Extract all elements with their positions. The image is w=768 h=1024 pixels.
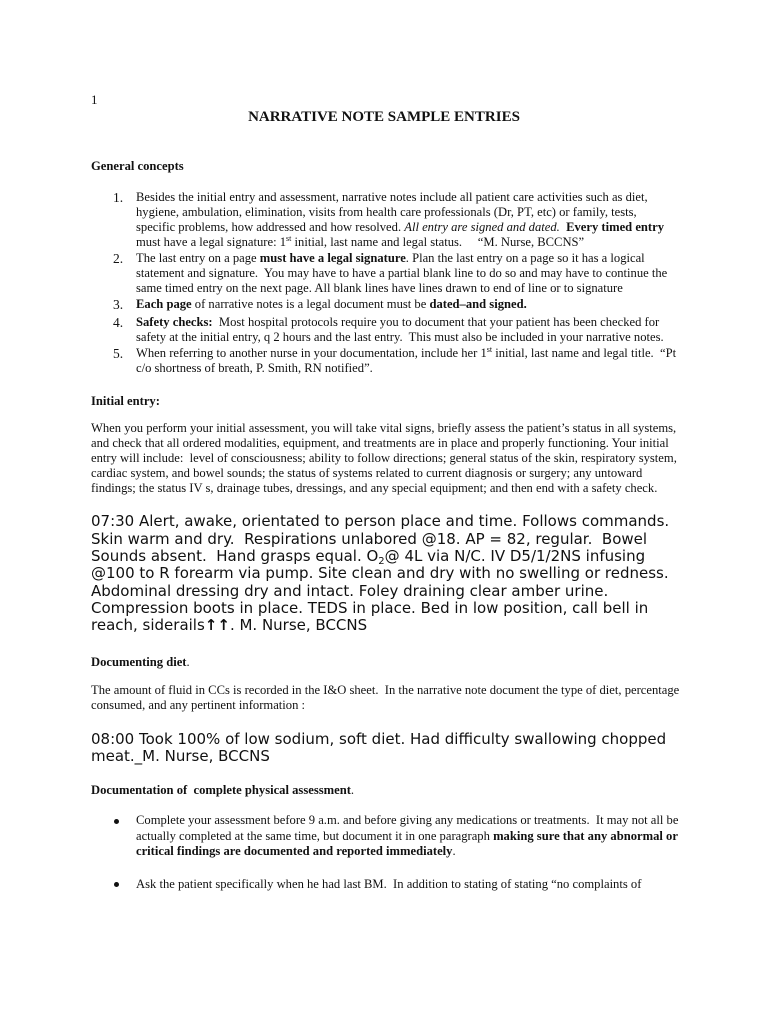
list-item-5 xyxy=(113,346,743,376)
bold-text-run: Every timed entry xyxy=(559,219,664,234)
text-run: initial, last name and legal status. “M. Nurse, BCCNS” xyxy=(291,234,585,249)
bullet-icon xyxy=(114,882,119,887)
bold-text-run: must have a legal signature xyxy=(259,250,406,265)
text-run: @ 4L via N/C. IV D5/1/2NS infusing xyxy=(384,546,646,565)
text-run: of narrative notes is a legal document must be xyxy=(191,296,430,311)
sample-note-line: @100 to R forearm via pump. Site clean and dry with no swelling or redness. xyxy=(91,564,669,583)
superscript-text: st xyxy=(486,345,493,354)
text-run: Most hospital protocols require you to document that your patient has been checked for xyxy=(212,314,660,329)
text-run: . M. Nurse, BCCNS xyxy=(229,616,368,635)
bold-text-run: dated–and signed. xyxy=(429,296,527,311)
bold-text-run: making sure that any abnormal or xyxy=(493,828,678,843)
list-item-number: 2. xyxy=(113,250,124,266)
list-item-line: same timed entry on the next page. All blank lines have lines drawn to end of line or to signature xyxy=(136,280,623,295)
text-run: specific problems, how addressed and how resolved. xyxy=(136,219,405,234)
heading-text: Documenting diet xyxy=(91,654,187,669)
bullet-item-line xyxy=(136,829,743,845)
list-item-line xyxy=(136,315,743,330)
list-item-line xyxy=(136,220,743,235)
sample-note-initial-entry xyxy=(91,513,669,634)
list-item-line xyxy=(136,346,743,361)
paragraph-line: and check that all ordered modalities, equipment, and treatments are in place and properly functioning. Your initial xyxy=(91,435,669,450)
sample-note-line: Compression boots in place. TEDS in place. Bed in low position, call bell in xyxy=(91,598,649,617)
section-heading-general-concepts: General concepts xyxy=(91,158,184,173)
list-item-number: 1. xyxy=(113,189,124,205)
up-arrows-symbol: ↑↑ xyxy=(204,616,230,635)
list-item-line: statement and signature. You may have to have a partial blank line to do so and may have to continue the xyxy=(136,265,668,280)
text-run: must have a legal signature: 1 xyxy=(136,234,287,249)
paragraph-line: When you perform your initial assessment, you will take vital signs, briefly assess the patient’s status in all systems, xyxy=(91,420,677,435)
text-run: actually completed at the same time, but document it in one paragraph xyxy=(136,828,494,843)
list-item-4 xyxy=(113,315,743,345)
bullet-item-text xyxy=(136,877,743,893)
heading-punctuation: . xyxy=(186,654,190,669)
list-item-line xyxy=(136,235,743,250)
paragraph-line: cardiac system, and bowel sounds; the status of systems related to current diagnosis or surgery; any untoward xyxy=(91,465,643,480)
bullet-item-text xyxy=(136,813,743,860)
text-run: The last entry on a page xyxy=(136,250,260,265)
list-item-line: Besides the initial entry and assessment, narrative notes include all patient care activities such as diet, xyxy=(136,189,648,204)
bullet-item-2 xyxy=(113,877,743,893)
section-heading-initial-entry: Initial entry: xyxy=(91,393,160,408)
text-run: reach, siderails xyxy=(91,616,205,635)
list-item-text xyxy=(136,251,743,296)
bullet-item-line: Ask the patient specifically when he had last BM. In addition to stating of stating “no complaints of xyxy=(136,876,642,891)
paragraph-line: The amount of fluid in CCs is recorded in the I&O sheet. In the narrative note document the type of diet, percentage xyxy=(91,682,680,697)
list-item-line xyxy=(136,297,743,312)
list-item-text xyxy=(136,315,743,345)
list-item-3 xyxy=(113,297,743,312)
sample-note-line xyxy=(91,617,669,634)
bold-text-run: critical findings are documented and reported immediately xyxy=(136,844,453,859)
list-item-number: 5. xyxy=(113,345,124,361)
initial-entry-paragraph xyxy=(91,421,731,496)
paragraph-line: consumed, and any pertinent information : xyxy=(91,697,306,712)
list-item-number: 4. xyxy=(113,314,124,330)
list-item-text xyxy=(136,297,743,312)
bullet-icon xyxy=(114,819,119,824)
paragraph-line: findings; the status IV s, drainage tubes, dressings, and any special equipment; and then end with a safety check. xyxy=(91,480,658,495)
heading-punctuation: . xyxy=(350,782,355,797)
italic-text-run: All entry are signed and dated. xyxy=(404,219,560,234)
paragraph-line: entry will include: level of consciousness; ability to follow directions; general status of the skin, respiratory system, xyxy=(91,450,677,465)
text-run: initial, last name and legal title. “Pt xyxy=(492,345,677,360)
sample-note-line: Skin warm and dry. Respirations unlabored @18. AP = 82, regular. Bowel xyxy=(91,529,648,548)
subscript-text: 2 xyxy=(378,555,385,567)
list-item-line: safety at the initial entry, q 2 hours and the last entry. This must also be included in your narrative notes. xyxy=(136,329,664,344)
sample-note-diet xyxy=(91,731,666,765)
document-title: NARRATIVE NOTE SAMPLE ENTRIES xyxy=(248,109,520,125)
text-run: . Plan the last entry on a page so it has a logical xyxy=(405,250,645,265)
documenting-diet-paragraph xyxy=(91,683,731,713)
page-number: 1 xyxy=(91,92,98,107)
text-run: Sounds absent. Hand grasps equal. O xyxy=(91,546,379,565)
sample-note-line: 07:30 Alert, awake, orientated to person place and time. Follows commands. xyxy=(91,512,670,531)
bullet-item-1 xyxy=(113,813,743,860)
list-item-line xyxy=(136,251,743,266)
bullet-item-line xyxy=(136,844,743,860)
text-run: . xyxy=(452,844,456,859)
heading-text: Documentation of complete physical assessment xyxy=(91,782,351,797)
list-item-2 xyxy=(113,251,743,296)
section-heading-physical-assessment xyxy=(91,783,354,798)
superscript-text: st xyxy=(286,234,292,243)
list-item-number: 3. xyxy=(113,296,124,312)
list-item-text xyxy=(136,190,743,250)
sample-note-line: 08:00 Took 100% of low sodium, soft diet. Had difficulty swallowing chopped xyxy=(91,729,667,748)
bullet-item-line: Complete your assessment before 9 a.m. and before giving any medications or treatments. It may not all be xyxy=(136,813,679,828)
sample-note-line xyxy=(91,548,669,565)
list-item-1 xyxy=(113,190,743,250)
section-heading-documenting-diet xyxy=(91,655,190,670)
sample-note-line: meat._M. Nurse, BCCNS xyxy=(91,746,270,765)
list-item-line: c/o shortness of breath, P. Smith, RN notified”. xyxy=(136,360,373,375)
bold-text-run: Each page xyxy=(136,296,192,311)
list-item-line: hygiene, ambulation, elimination, visits from health care professionals (Dr, PT, etc) or family, tests, xyxy=(136,204,637,219)
list-item-text xyxy=(136,346,743,376)
text-run: When referring to another nurse in your documentation, include her 1 xyxy=(136,345,487,360)
sample-note-line: Abdominal dressing dry and intact. Foley draining clear amber urine. xyxy=(91,581,609,600)
bold-text-run: Safety checks: xyxy=(136,314,213,329)
